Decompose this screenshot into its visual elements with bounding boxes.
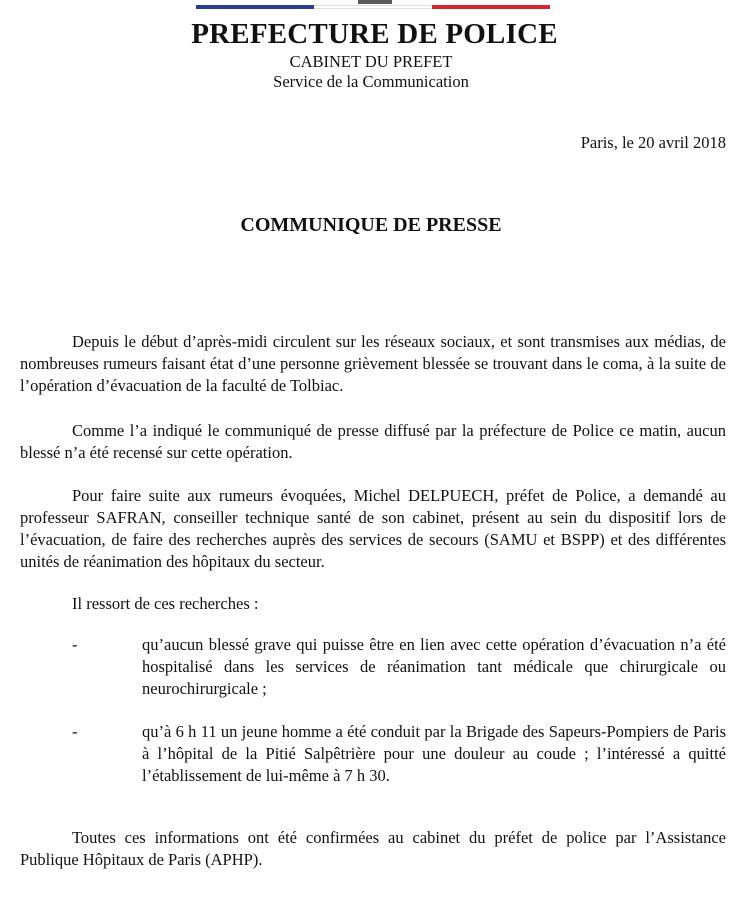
paragraph-2 [20,420,726,464]
service-label: Service de la Communication [273,72,469,91]
document-title: COMMUNIQUE DE PRESSE [240,214,502,236]
paragraph-text: Depuis le début d’après-midi circulent sur les réseaux sociaux, et sont transmises aux médias, de nombreuses rumeurs faisant état d’une personne grièvement blessée se trouvant dans le coma, à la suite de l’opération d’évacuation de la faculté de Tolbiac. [20,332,726,395]
paragraph-text: Pour faire suite aux rumeurs évoquées, Michel DELPUECH, préfet de Police, a demandé au professeur SAFRAN, conseiller technique santé de son cabinet, présent au sein du dispositif lors de l’évacuation, de faire des recherches auprès des services de secours (SAMU et BSPP) et des différentes unités de réanimation des hôpitaux du secteur. [20,486,726,571]
paragraph-1 [20,331,726,397]
paragraph-3 [20,485,726,573]
flag-blue-stripe [196,5,314,9]
closing-paragraph [20,827,726,871]
bullet-marker: - [72,722,78,741]
bullet-item-1 [20,634,726,700]
organization-title: PREFECTURE DE POLICE [191,18,558,50]
date-line: Paris, le 20 avril 2018 [580,133,726,152]
cabinet-label: CABINET DU PREFET [289,52,453,71]
paragraph-text: Toutes ces informations ont été confirmées au cabinet du préfet de police par l’Assistance Publique Hôpitaux de Paris (APHP). [20,828,726,869]
bullet-text: qu’aucun blessé grave qui puisse être en lien avec cette opération d’évacuation n’a été hospitalisé dans les services de réanimation tant médicale que chirurgicale ou neurochirurgicale ; [142,635,726,698]
paragraph-text: Il ressort de ces recherches : [72,594,259,613]
bullet-text: qu’à 6 h 11 un jeune homme a été conduit par la Brigade des Sapeurs-Pompiers de Paris à l’hôpital de la Pitié Salpêtrière pour une douleur au coude ; l’intéressé a quitté l’établissement de lui-même à 7 h 30. [142,722,726,785]
flag-red-stripe [432,5,550,9]
emblem-icon [358,0,392,4]
bullet-item-2 [20,721,726,787]
paragraph-4 [20,593,726,615]
bullet-marker: - [72,635,78,654]
paragraph-text: Comme l’a indiqué le communiqué de presse diffusé par la préfecture de Police ce matin, aucun blessé n’a été recensé sur cette opération. [20,421,726,462]
tricolor-band [196,5,550,9]
flag-white-stripe [314,5,432,9]
